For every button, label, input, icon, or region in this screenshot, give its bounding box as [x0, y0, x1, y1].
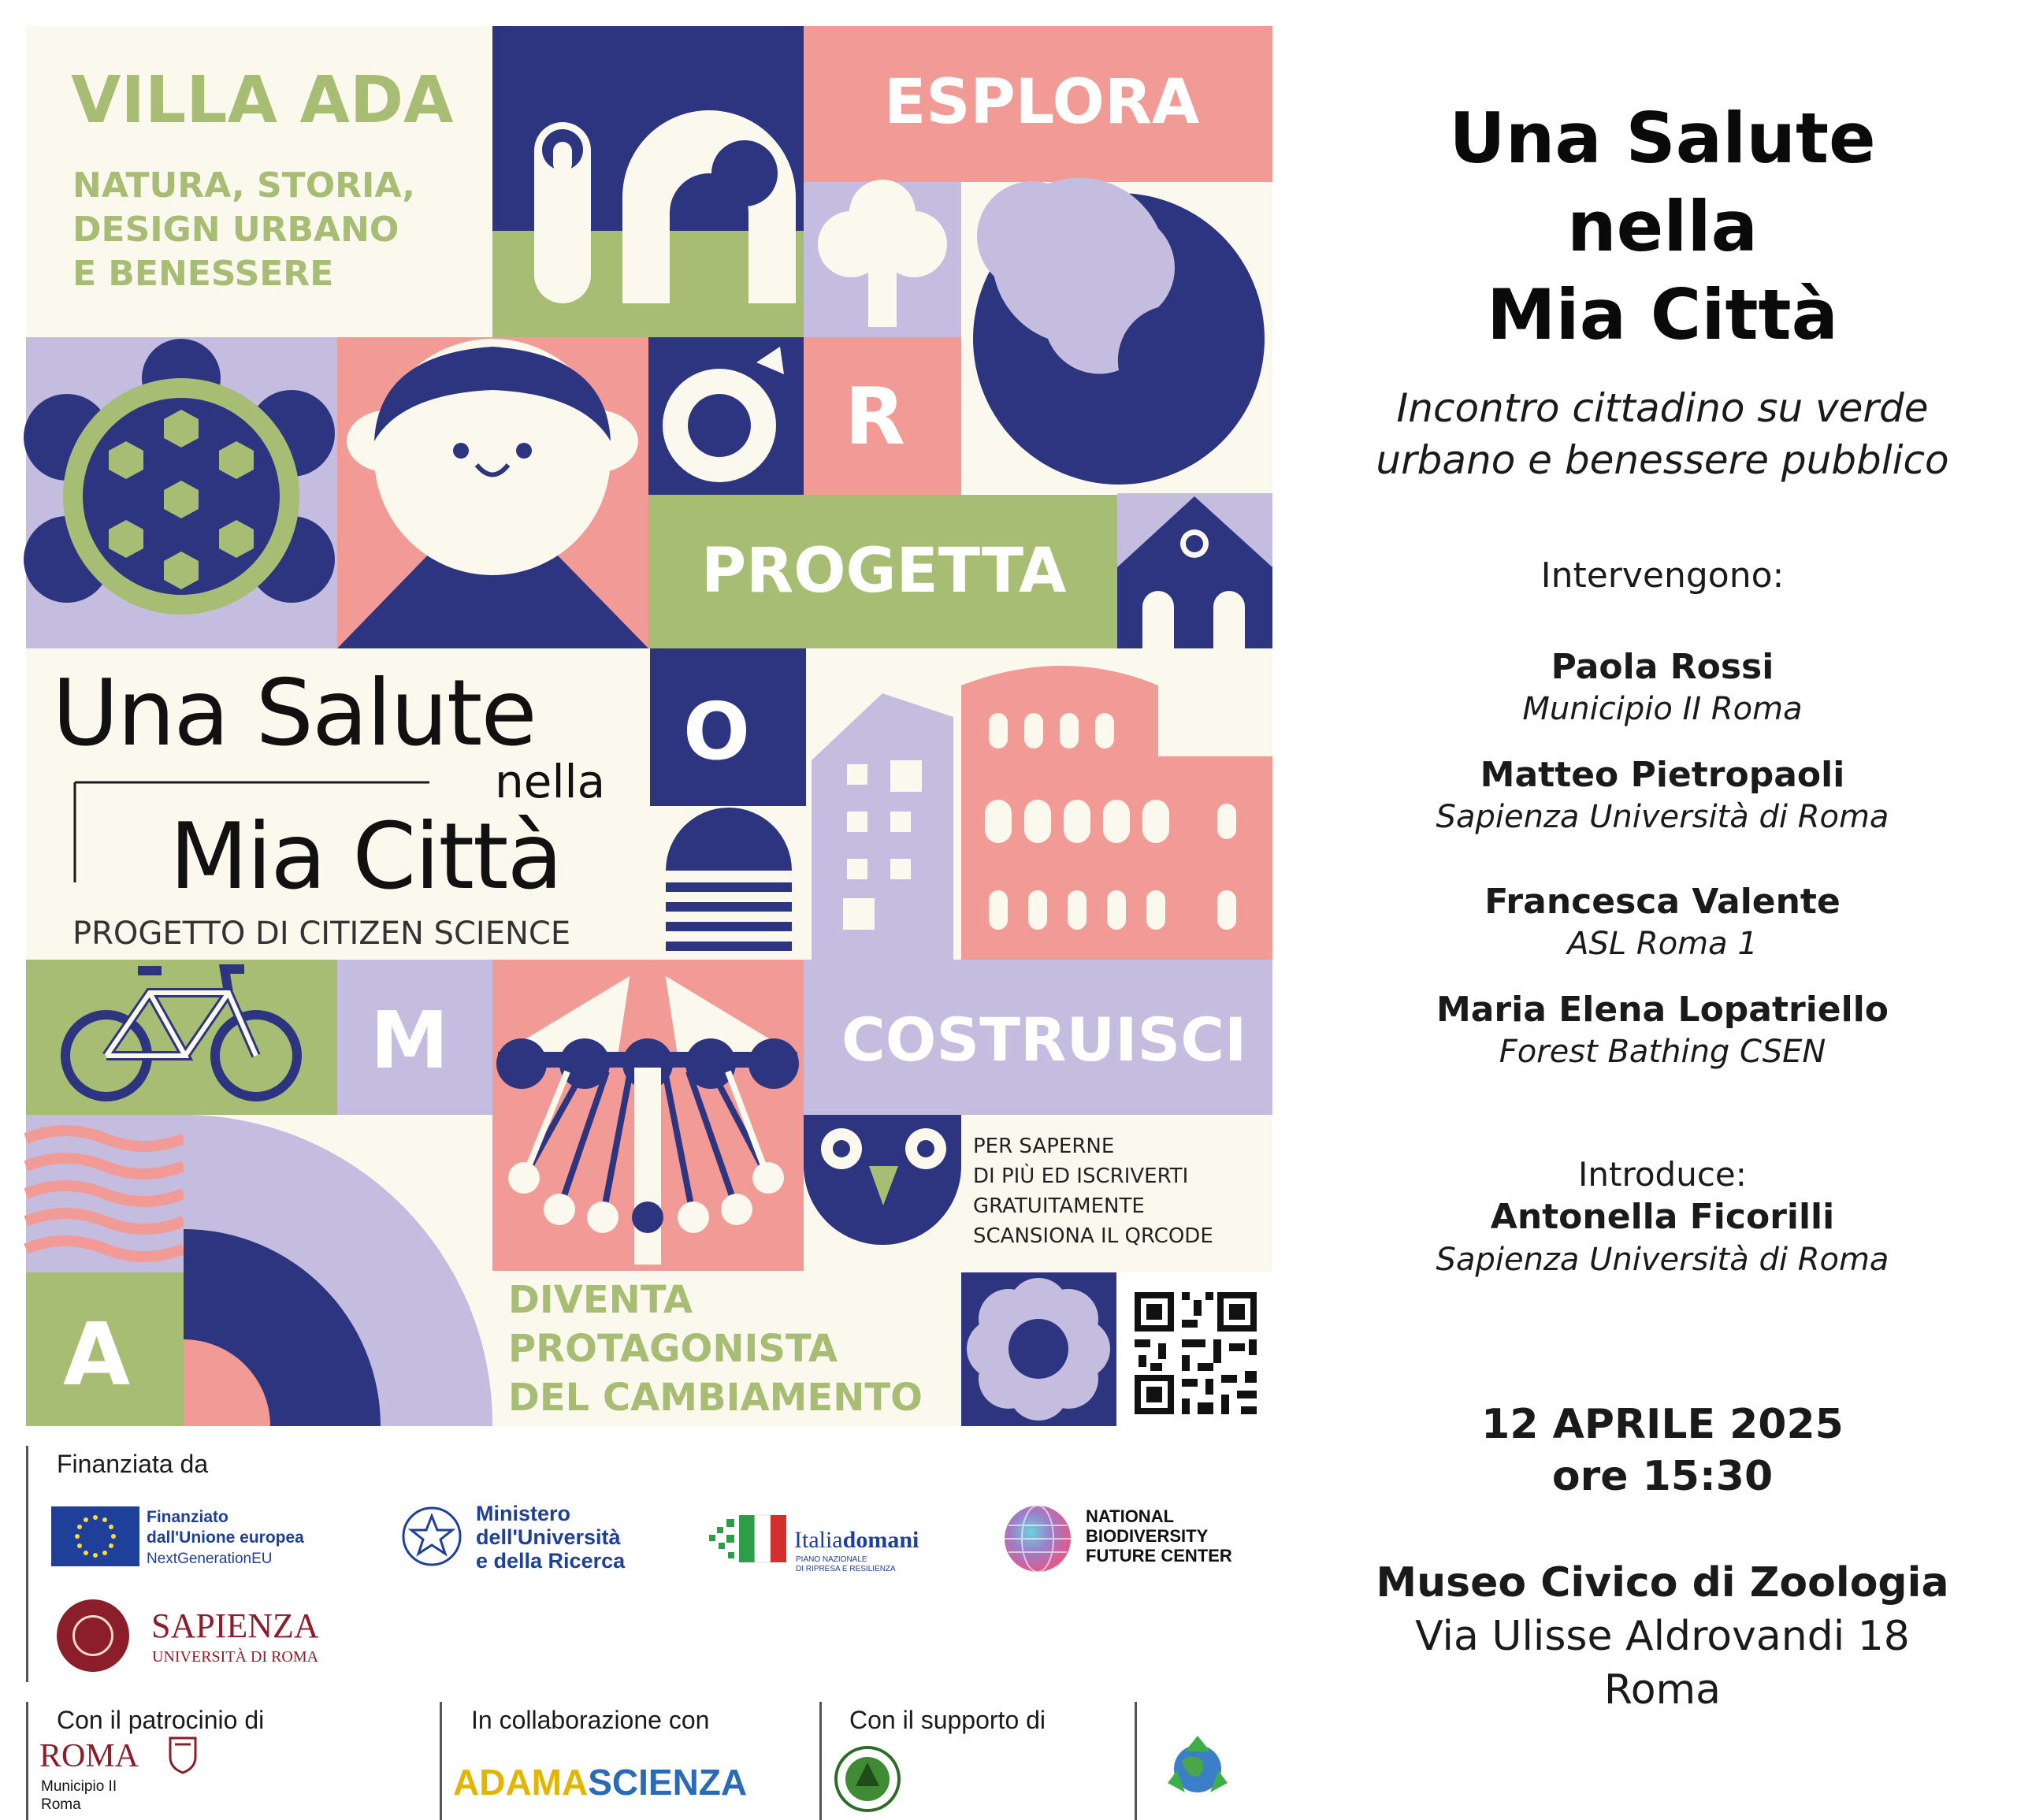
villa-ada-subtitle-2: DESIGN URBANO: [72, 210, 399, 250]
divider-3: [819, 1702, 822, 1820]
patrocinio-label: Con il patrocinio di: [57, 1706, 265, 1734]
speaker-2: [1308, 754, 2017, 838]
costruisci-label: COSTRUISCI: [841, 1005, 1247, 1075]
nbfc-line1: NATIONAL: [1086, 1506, 1175, 1526]
cta-line-1: DIVENTA: [508, 1278, 693, 1322]
speaker-1-name: Paola Rossi: [1551, 647, 1774, 687]
event-date: 12 APRILE 2025: [1481, 1401, 1844, 1448]
villa-ada-subtitle-1: NATURA, STORIA,: [72, 165, 415, 206]
letter-m: M: [370, 994, 449, 1086]
event-title-line3: Mia Città: [1486, 274, 1838, 355]
speakers-label: Intervengono:: [1540, 555, 1785, 596]
speaker-4-name: Maria Elena Lopatriello: [1436, 990, 1889, 1030]
italia-domani-sub2: DI RIPRESA E RESILIENZA: [796, 1565, 896, 1573]
recycle-globe-icon: [1158, 1729, 1237, 1808]
ministry-line1: Ministero: [476, 1502, 571, 1525]
divider-1: [26, 1702, 28, 1820]
flower-icon: [967, 1278, 1110, 1421]
divider-4: [1135, 1702, 1137, 1820]
letter-a: A: [63, 1304, 131, 1405]
stones-icon: [534, 110, 796, 303]
adama-word: ADAMA: [453, 1762, 589, 1803]
poster-title-nella: nella: [495, 755, 606, 808]
ministry-line2: dell'Università: [476, 1525, 621, 1549]
adama-scienza-logo: [453, 1761, 747, 1803]
roma-shield-icon: [167, 1735, 199, 1774]
venue-city: Roma: [1603, 1666, 1722, 1714]
ministry-emblem-icon: [400, 1505, 463, 1568]
speaker-1-org: Municipio II Roma: [1522, 691, 1803, 727]
info-line-4: SCANSIONA IL QRCODE: [973, 1224, 1213, 1248]
intro-name: Antonella Ficorilli: [1490, 1197, 1835, 1237]
poster-title-line3: Mia Città: [169, 804, 562, 910]
intro-section: [1308, 1154, 2017, 1280]
speaker-1: [1308, 646, 2017, 730]
speaker-3: [1308, 881, 2017, 964]
info-line-2: DI PIÙ ED ISCRIVERTI: [973, 1164, 1189, 1188]
poster-title-line1: Una Salute: [52, 660, 536, 767]
roma-logo-name: ROMA: [39, 1738, 139, 1774]
letter-o: O: [683, 685, 751, 778]
italia-word: Italia: [794, 1527, 843, 1553]
event-venue: [1308, 1556, 2017, 1717]
italia-domani-icon: [709, 1511, 788, 1570]
scienza-word: SCIENZA: [588, 1762, 748, 1803]
nbfc-line2: BIODIVERSITY: [1086, 1526, 1209, 1546]
speaker-3-name: Francesca Valente: [1484, 882, 1841, 922]
speaker-4-org: Forest Bathing CSEN: [1499, 1034, 1826, 1070]
italia-domani-sub1: PIANO NAZIONALE: [796, 1555, 867, 1564]
support-label: Con il supporto di: [849, 1706, 1046, 1734]
speaker-2-org: Sapienza Università di Roma: [1436, 799, 1889, 835]
sapienza-sub: UNIVERSITÀ DI ROMA: [152, 1648, 319, 1666]
funding-label: Finanziata da: [57, 1450, 209, 1478]
esplora-label: ESPLORA: [884, 67, 1200, 138]
intro-org: Sapienza Università di Roma: [1436, 1242, 1889, 1278]
forest-association-icon: [834, 1745, 901, 1813]
sapienza-seal-icon: [57, 1599, 129, 1672]
roma-sub1: Municipio II: [41, 1778, 117, 1795]
event-subtitle: [1308, 382, 2017, 486]
divider-left: [26, 1446, 28, 1682]
nbfc-globe-icon: [1002, 1503, 1073, 1574]
speaker-3-org: ASL Roma 1: [1567, 926, 1758, 962]
villa-ada-subtitle-3: E BENESSERE: [72, 254, 334, 294]
eu-line1: Finanziato: [147, 1508, 228, 1526]
domani-word: domani: [842, 1527, 919, 1553]
ministry-line3: e della Ricerca: [476, 1549, 626, 1573]
event-time: ore 15:30: [1551, 1453, 1774, 1500]
event-subtitle-line1: Incontro cittadino su verde: [1396, 385, 1929, 431]
speaker-4: [1308, 989, 2017, 1072]
event-title-line1: Una Salute: [1449, 98, 1876, 179]
divider-2: [440, 1702, 442, 1820]
collab-label: In collaborazione con: [471, 1706, 710, 1734]
intro-label: Introduce:: [1578, 1155, 1747, 1194]
citizen-science-label: PROGETTO DI CITIZEN SCIENCE: [72, 916, 571, 952]
event-subtitle-line2: urbano e benessere pubblico: [1376, 437, 1949, 483]
info-line-1: PER SAPERNE: [973, 1135, 1115, 1158]
italia-domani-name: [794, 1527, 919, 1554]
letter-r: R: [845, 370, 906, 462]
info-line-3: GRATUITAMENTE: [973, 1194, 1145, 1218]
nbfc-line3: FUTURE CENTER: [1086, 1546, 1232, 1566]
eu-flag-icon: [51, 1506, 139, 1566]
event-datetime: [1308, 1398, 2017, 1502]
villa-ada-title: VILLA ADA: [71, 63, 454, 138]
speaker-2-name: Matteo Pietropaoli: [1480, 755, 1845, 795]
cta-line-2: PROTAGONISTA: [508, 1327, 838, 1371]
venue-name: Museo Civico di Zoologia: [1376, 1559, 1949, 1606]
sapienza-name: SAPIENZA: [151, 1606, 319, 1645]
eu-line3: NextGenerationEU: [147, 1551, 273, 1567]
venue-address: Via Ulisse Aldrovandi 18: [1415, 1613, 1910, 1660]
roma-sub2: Roma: [41, 1796, 81, 1813]
event-title-line2: nella: [1566, 186, 1759, 267]
cta-line-3: DEL CAMBIAMENTO: [508, 1376, 923, 1420]
event-title: [1308, 95, 2017, 359]
progetta-label: PROGETTA: [701, 536, 1067, 607]
eu-line2: dall'Unione europea: [147, 1528, 304, 1547]
